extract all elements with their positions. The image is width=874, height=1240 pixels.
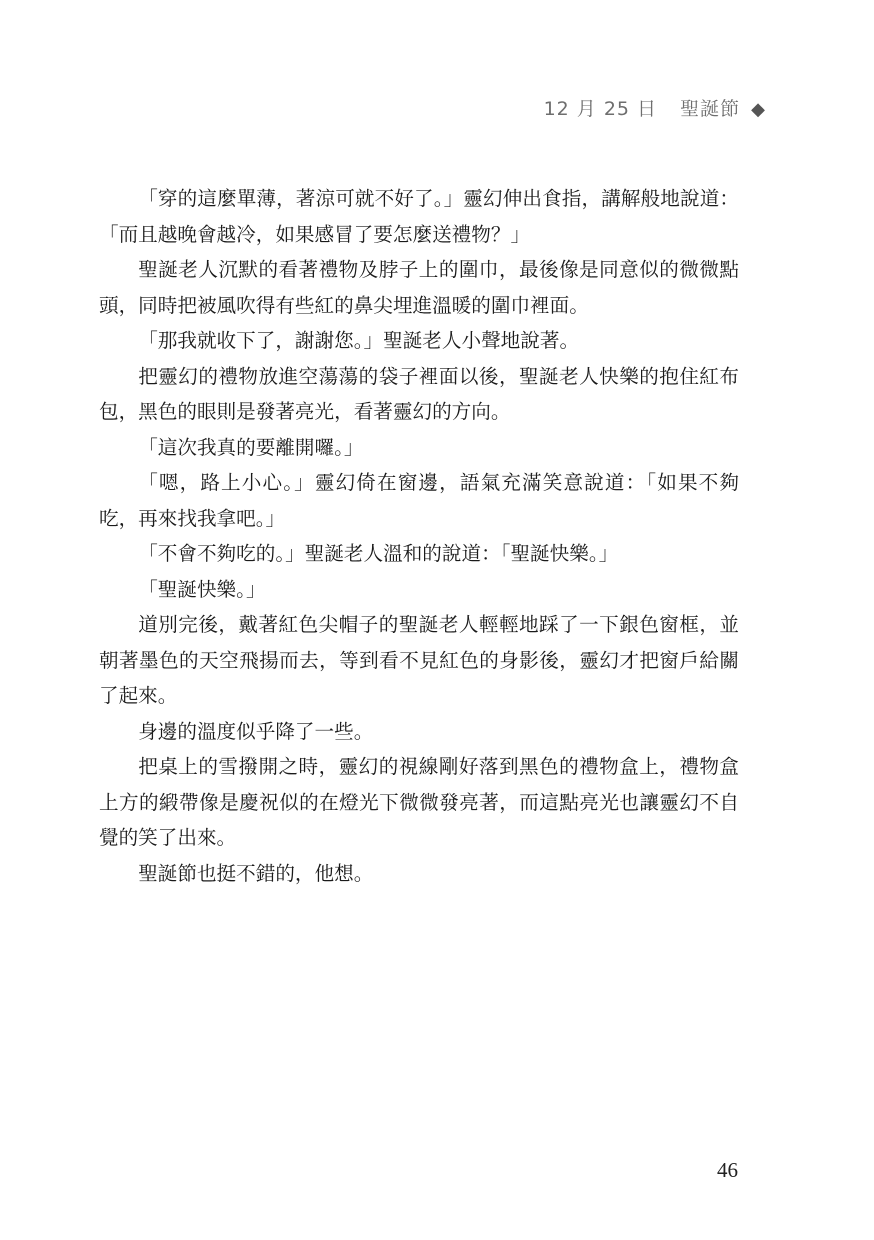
paragraph: 「那我就收下了，謝謝您。」聖誕老人小聲地說著。: [138, 329, 580, 352]
header-chapter-title: 聖誕節: [680, 98, 741, 120]
diamond-ornament-icon: ◆: [751, 99, 766, 120]
paragraph: 身邊的溫度似乎降了一些。: [138, 719, 374, 743]
header-date: 12 月 25 日: [543, 98, 658, 120]
paragraph: 道別完後，戴著紅色尖帽子的聖誕老人輕輕地踩了一下銀色窗框，並朝著墨色的天空飛揚而去，等到看不見紅色的身影後，靈幻才把窗戶給關了起來。: [99, 613, 739, 707]
running-header: [544, 94, 766, 121]
paragraph: 把桌上的雪撥開之時，靈幻的視線剛好落到黑色的禮物盒上，禮物盒上方的緞帶像是慶祝似的在燈光下微微發亮著，而這點亮光也讓靈幻不自覺的笑了出來。: [99, 755, 739, 849]
paragraph: 「穿的這麼單薄，著涼可就不好了。」靈幻伸出食指，講解般地說道：「而且越晚會越冷，如果感冒了要怎麼送禮物？」: [99, 187, 739, 246]
paragraph: 「聖誕快樂。」: [138, 577, 266, 601]
page-number: 46: [717, 1158, 738, 1182]
paragraph: 聖誕節也挺不錯的，他想。: [138, 861, 374, 885]
paragraph: 「嗯，路上小心。」靈幻倚在窗邊，語氣充滿笑意說道：「如果不夠吃，再來找我拿吧。」: [99, 471, 739, 530]
paragraph: 「不會不夠吃的。」聖誕老人溫和的說道：「聖誕快樂。」: [138, 542, 619, 565]
paragraph: 聖誕老人沉默的看著禮物及脖子上的圍巾，最後像是同意似的微微點頭，同時把被風吹得有些紅的鼻尖埋進溫暖的圍巾裡面。: [99, 258, 739, 317]
paragraph: 把靈幻的禮物放進空蕩蕩的袋子裡面以後，聖誕老人快樂的抱住紅布包，黑色的眼則是發著亮光，看著靈幻的方向。: [99, 364, 739, 423]
paragraph: 「這次我真的要離開囉。」: [138, 435, 364, 459]
chapter-body-text: [99, 181, 739, 891]
